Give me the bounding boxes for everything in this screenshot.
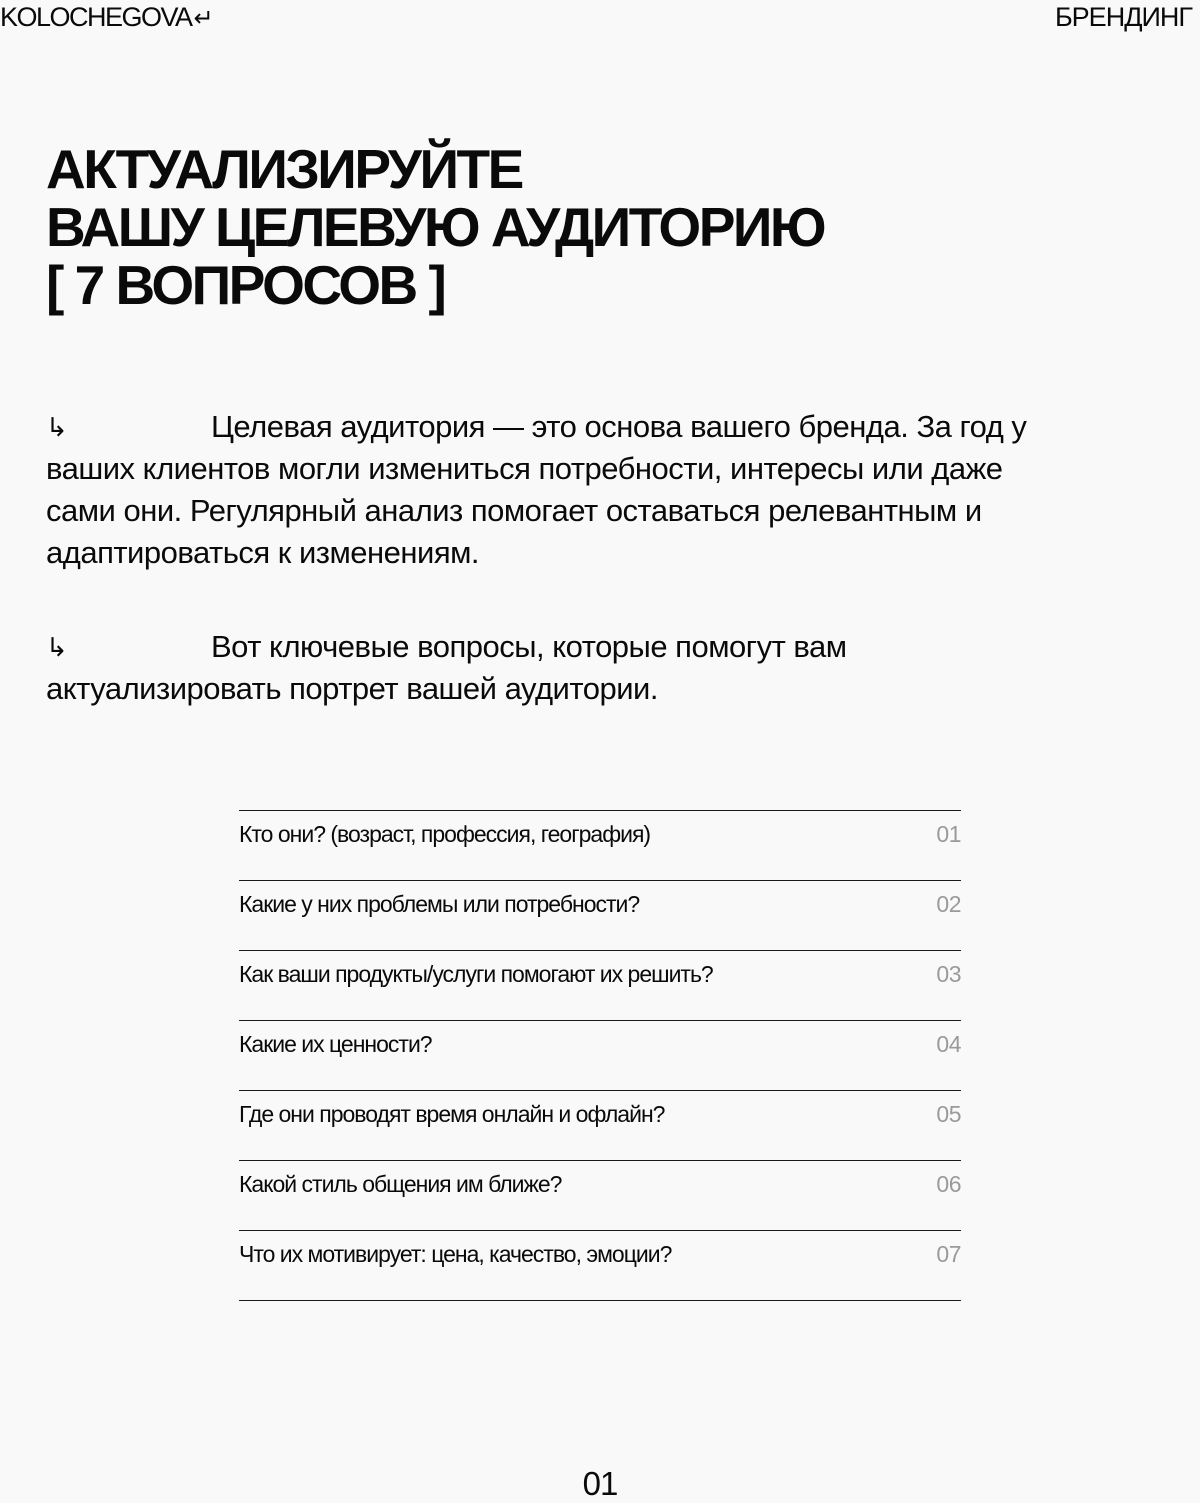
question-row xyxy=(239,881,961,951)
question-text: Где они проводят время онлайн и офлайн? xyxy=(239,1101,665,1127)
question-number: 03 xyxy=(936,961,961,987)
title-line-2: ВАШУ ЦЕЛЕВУЮ АУДИТОРИЮ xyxy=(46,196,825,258)
page-number: 01 xyxy=(582,1465,618,1502)
question-number: 06 xyxy=(936,1171,961,1197)
question-text: Что их мотивирует: цена, качество, эмоции? xyxy=(239,1241,672,1267)
question-row xyxy=(239,1231,961,1301)
intro-text: Целевая аудитория — это основа вашего бренда. За год у ваших клиентов могли измениться потребности, интересы или даже сами они. Регулярный анализ помогает оставаться релевантным и адаптироваться к изменениям. xyxy=(46,409,1027,570)
brand-logo xyxy=(0,2,212,34)
question-number: 01 xyxy=(936,821,961,847)
question-text: Какие у них проблемы или потребности? xyxy=(239,891,640,917)
brand-name: KOLOCHEGOVA xyxy=(0,2,192,32)
question-text: Как ваши продукты/услуги помогают их решить? xyxy=(239,961,713,987)
title-line-1: АКТУАЛИЗИРУЙТЕ xyxy=(46,138,522,200)
question-text: Какие их ценности? xyxy=(239,1031,432,1057)
question-number: 04 xyxy=(936,1031,961,1057)
lead-paragraph xyxy=(46,626,1056,710)
question-number: 07 xyxy=(936,1241,961,1267)
title-line-3: [ 7 ВОПРОСОВ ] xyxy=(46,254,445,316)
question-row xyxy=(239,1161,961,1231)
return-arrow-icon: ↵ xyxy=(193,5,213,32)
question-row xyxy=(239,1021,961,1091)
question-number: 05 xyxy=(936,1101,961,1127)
question-row xyxy=(239,951,961,1021)
question-row xyxy=(239,1091,961,1161)
question-text: Какой стиль общения им ближе? xyxy=(239,1171,562,1197)
arrow-bullet-icon: ↳ xyxy=(46,412,68,442)
lead-text: Вот ключевые вопросы, которые помогут вам актуализировать портрет вашей аудитории. xyxy=(46,629,847,706)
question-row xyxy=(239,811,961,881)
question-text: Кто они? (возраст, профессия, география) xyxy=(239,821,651,847)
arrow-bullet-icon: ↳ xyxy=(46,632,68,662)
section-label: БРЕНДИНГ xyxy=(1054,2,1192,32)
question-number: 02 xyxy=(936,891,961,917)
page-title xyxy=(46,140,824,314)
intro-paragraph xyxy=(46,406,1056,574)
questions-list xyxy=(239,810,961,1301)
